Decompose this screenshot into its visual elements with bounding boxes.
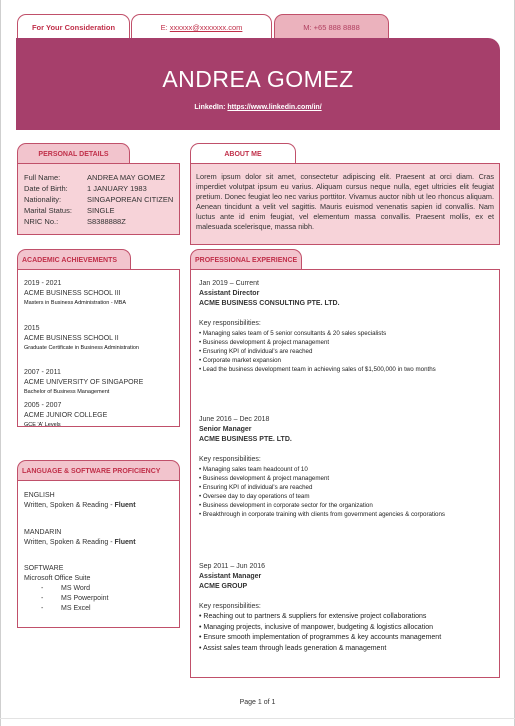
responsibility-item: • Lead the business development team in achieving sales of $1,500,000 in two months (199, 366, 436, 373)
detail-row (24, 183, 173, 194)
responsibility-text: Business development & project management (202, 475, 330, 482)
academic-cert: Masters in Business Administration - MBA (24, 300, 127, 306)
detail-value: 1 JANUARY 1983 (87, 184, 147, 193)
responsibility-text: Ensuring KPI of individual's are reached (202, 484, 313, 491)
academic-school: ACME BUSINESS SCHOOL III (24, 290, 121, 297)
academic-years: 2005 - 2007 (24, 402, 62, 409)
responsibility-item: • Managing sales team headcount of 10 (199, 466, 308, 473)
personal-details-list (24, 172, 173, 227)
linkedin-link[interactable]: https://www.linkedin.com/in/ (227, 104, 322, 111)
detail-row (24, 205, 173, 216)
language-entry (24, 528, 136, 548)
responsibility-item: • Reaching out to partners & suppliers for extensive project collaborations (199, 613, 427, 620)
responsibility-text: Reaching out to partners & suppliers for extensive project collaborations (203, 613, 427, 620)
job-entry (199, 415, 445, 519)
responsibility-item: • Business development & project management (199, 339, 330, 346)
detail-key: Nationality: (24, 195, 62, 204)
responsibility-item: • Ensure smooth implementation of programmes & key accounts management (199, 634, 442, 641)
job-dates: June 2016 – Dec 2018 (199, 416, 270, 423)
academic-school: ACME BUSINESS SCHOOL II (24, 335, 119, 342)
responsibility-item: • Oversee day to day operations of team (199, 493, 310, 500)
detail-value: ANDREA MAY GOMEZ (87, 173, 166, 182)
personal-details-box (17, 163, 180, 235)
responsibility-text: Assist sales team through leads generation & management (203, 644, 387, 652)
responsibility-item: • Business development & project management (199, 475, 330, 482)
academic-cert: GCE 'A' Levels (24, 422, 61, 428)
software-app-row (24, 594, 108, 604)
about-me-text: Lorem ipsum dolor sit amet, consectetur adipiscing elit. Praesent at orci diam. Cras imperdiet volutpat ipsum eu varius. Aliquam cursus neque nulla, eget ultricies elit feugiat pretium. Donec feugiat leo nec varius porttitor. Vivamus auctor nibh ut leo rhoncus aliquam. Aenean tincidunt a velit vel sagittis. Mauris euismod venenatis sapien id convallis. Nam luctus ante id enim feugiat, vel elementum massa convallis. Praesent mollis, ex et malesuada scelerisque, massa nibh. (196, 172, 494, 231)
language-level-line (24, 501, 136, 511)
responsibility-text: Managing sales team of 5 senior consultants & 20 sales specialists (202, 330, 387, 337)
about-me-tab (190, 143, 296, 164)
responsibility-item: • Ensuring KPI of individual's are reached (199, 348, 313, 355)
job-company: ACME GROUP (199, 583, 248, 590)
academic-entry (24, 368, 143, 396)
software-heading: SOFTWARE (24, 565, 64, 572)
responsibility-item: • Assist sales team through leads generation & management (199, 644, 387, 652)
detail-value: SINGAPOREAN CITIZEN (87, 195, 174, 204)
job-company: ACME BUSINESS CONSULTING PTE. LTD. (199, 300, 340, 307)
language-name: ENGLISH (24, 492, 55, 499)
language-entry (24, 491, 136, 511)
page-edge-left (0, 0, 1, 726)
academic-title: ACADEMIC ACHIEVEMENTS (22, 256, 118, 264)
key-responsibilities-label: Key responsibilities: (199, 320, 261, 327)
experience-title: PROFESSIONAL EXPERIENCE (195, 256, 298, 264)
academic-years: 2015 (24, 325, 40, 332)
detail-key: NRIC No.: (24, 217, 59, 226)
consideration-label: For Your Consideration (31, 23, 116, 32)
language-name: MANDARIN (24, 529, 62, 536)
key-responsibilities-label: Key responsibilities: (199, 603, 261, 610)
job-role: Assistant Manager (199, 573, 262, 580)
responsibility-text: Corporate market expansion (202, 357, 281, 364)
linkedin-label: LinkedIn: (194, 104, 228, 111)
detail-row (24, 216, 173, 227)
dash-bullet: - (41, 595, 44, 602)
responsibility-item: • Corporate market expansion (199, 357, 281, 364)
responsibility-item: • Ensuring KPI of individual's are reached (199, 484, 313, 491)
responsibility-text: Managing sales team headcount of 10 (202, 466, 308, 473)
personal-details-title: PERSONAL DETAILS (38, 150, 109, 158)
linkedin-line (16, 104, 500, 111)
software-app: MS Word (61, 585, 91, 592)
language-box (17, 480, 180, 628)
language-level-line (24, 538, 136, 548)
responsibility-item: • Business development in corporate sector for the organization (199, 502, 373, 509)
consideration-tab (17, 14, 130, 40)
language-level: Fluent (114, 539, 136, 546)
job-role: Assistant Director (199, 290, 260, 297)
experience-tab (190, 249, 302, 270)
software-app-row (24, 604, 108, 614)
detail-key: Date of Birth: (24, 184, 68, 193)
job-entry (199, 279, 436, 374)
page-number: Page 1 of 1 (239, 699, 276, 706)
job-company: ACME BUSINESS PTE. LTD. (199, 436, 292, 443)
academic-tab (17, 249, 131, 270)
job-role: Senior Manager (199, 426, 252, 433)
language-tab (17, 460, 180, 481)
key-responsibilities-label: Key responsibilities: (199, 456, 261, 463)
mobile-tab (274, 14, 389, 40)
email-prefix: E: (160, 23, 168, 32)
academic-years: 2019 - 2021 (24, 280, 62, 287)
academic-entry (24, 401, 107, 429)
software-suite: Microsoft Office Suite (24, 575, 91, 582)
job-dates: Jan 2019 – Current (199, 280, 259, 287)
responsibility-text: Ensuring KPI of individual's are reached (202, 348, 313, 355)
candidate-name: ANDREA GOMEZ (162, 66, 354, 92)
responsibility-item: • Breakthrough in corporate training with clients from government agencies & corporations (199, 511, 446, 518)
software-app: MS Excel (61, 605, 91, 612)
responsibility-text: Breakthrough in corporate training with clients from government agencies & corporations (202, 511, 446, 518)
email-link[interactable]: xxxxxx@xxxxxxx.com (169, 23, 243, 32)
academic-cert: Graduate Certificate in Business Administration (24, 345, 139, 351)
responsibility-text: Lead the business development team in achieving sales of $1,500,000 in two months (202, 366, 436, 373)
responsibility-text: Oversee day to day operations of team (202, 493, 310, 500)
email-tab[interactable] (131, 14, 272, 40)
personal-details-tab (17, 143, 130, 164)
academic-school: ACME JUNIOR COLLEGE (24, 412, 108, 419)
about-me-box (190, 163, 500, 245)
job-entry (199, 562, 441, 654)
mobile-number: M: +65 888 8888 (303, 23, 360, 32)
academic-entry (24, 279, 126, 307)
responsibility-item: • Managing projects, inclusive of manpower, budgeting & logistics allocation (199, 623, 433, 631)
dash-bullet: - (41, 605, 44, 612)
detail-value: SINGLE (87, 206, 115, 215)
software-app: MS Powerpoint (61, 595, 109, 602)
detail-key: Full Name: (24, 173, 61, 182)
detail-row (24, 172, 173, 183)
language-detail: Written, Spoken & Reading - (24, 539, 115, 546)
language-level: Fluent (114, 502, 136, 509)
name-header (16, 38, 500, 130)
job-dates: Sep 2011 – Jun 2016 (199, 563, 266, 570)
academic-school: ACME UNIVERSITY OF SINGAPORE (24, 379, 144, 386)
software-entry (24, 564, 108, 614)
detail-row (24, 194, 173, 205)
academic-entry (24, 324, 139, 352)
academic-years: 2007 - 2011 (24, 369, 61, 376)
language-title: LANGUAGE & SOFTWARE PROFICIENCY (22, 467, 161, 475)
dash-bullet: - (41, 585, 44, 592)
language-detail: Written, Spoken & Reading - (24, 502, 115, 509)
about-me-title: ABOUT ME (224, 150, 262, 158)
responsibility-text: Business development in corporate sector for the organization (202, 502, 373, 509)
page-bottom-divider (0, 718, 515, 719)
academic-box (17, 269, 180, 427)
experience-box (190, 269, 500, 678)
responsibility-text: Ensure smooth implementation of programmes & key accounts management (203, 634, 442, 641)
responsibility-text: Managing projects, inclusive of manpower, budgeting & logistics allocation (203, 623, 433, 631)
responsibility-text: Business development & project management (202, 339, 330, 346)
detail-value: S8388888Z (87, 217, 126, 226)
academic-cert: Bachelor of Business Management (24, 389, 110, 395)
responsibility-item: • Managing sales team of 5 senior consultants & 20 sales specialists (199, 330, 387, 337)
software-app-row (24, 584, 108, 594)
detail-key: Marital Status: (24, 206, 72, 215)
